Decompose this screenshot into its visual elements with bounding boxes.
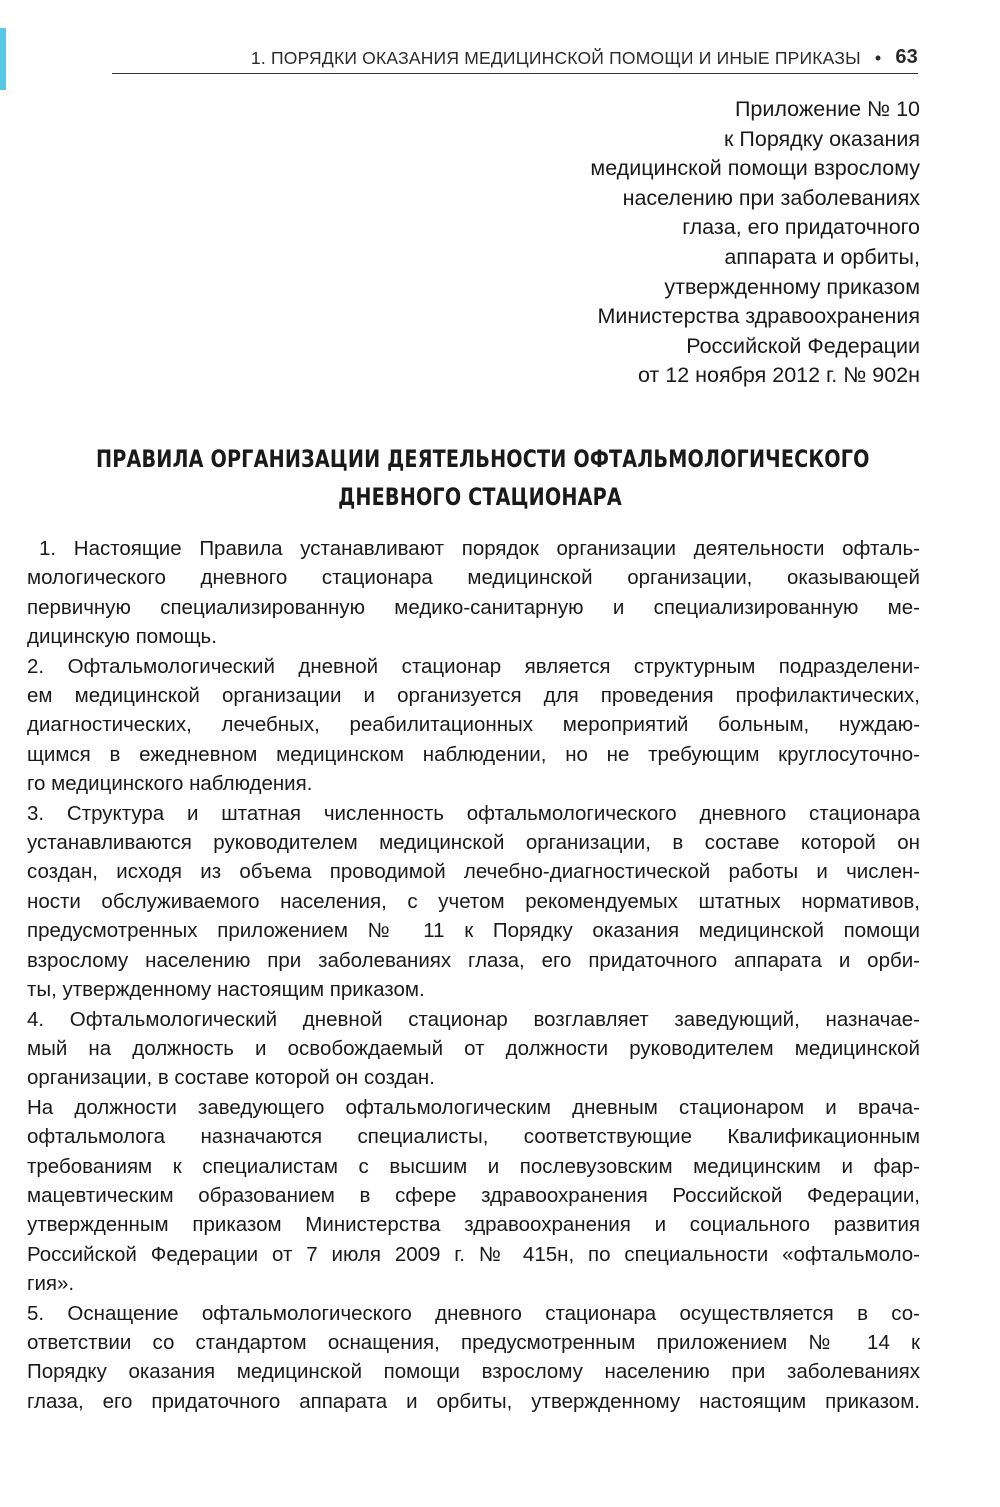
page-number: 63: [895, 46, 918, 68]
body-text: [27, 534, 920, 1416]
title-line-2: ДНЕВНОГО СТАЦИОНАРА: [338, 483, 622, 511]
text-line: го медицинского наблюдения.: [27, 772, 313, 796]
text-line: 4. Офтальмологический дневной стационар возглавляет заведующий, назначае-: [27, 1007, 920, 1031]
text-line: ответствии со стандартом оснащения, предусмотренным приложением № 14 к: [27, 1330, 920, 1354]
text-line: ности обслуживаемого населения, с учетом рекомендуемых штатных нормативов,: [27, 889, 920, 913]
text-line: мацевтическим образованием в сфере здравоохранения Российской Федерации,: [27, 1183, 920, 1207]
section-title: 1. ПОРЯДКИ ОКАЗАНИЯ МЕДИЦИНСКОЙ ПОМОЩИ И ИНЫЕ ПРИКАЗЫ: [250, 48, 861, 68]
text-line: дицинскую помощь.: [27, 625, 217, 649]
text-line: 3. Структура и штатная численность офтальмологического дневного стационара: [27, 801, 920, 825]
document-title: [96, 440, 870, 516]
text-line: создан, исходя из объема проводимой лечебно-диагностической работы и числен-: [27, 860, 920, 884]
page-edge-marker: [0, 28, 6, 90]
paragraph-3: [27, 799, 920, 1005]
text-line: мологического дневного стационара медицинской организации, оказывающей: [27, 566, 920, 590]
text-line: 5. Оснащение офтальмологического дневного стационара осуществляется в со-: [27, 1301, 920, 1325]
running-header: [112, 40, 918, 74]
appendix-line: к Порядку оказания: [724, 126, 920, 151]
title-line-1: ПРАВИЛА ОРГАНИЗАЦИИ ДЕЯТЕЛЬНОСТИ ОФТАЛЬМОЛОГИЧЕСКОГО: [96, 445, 870, 473]
appendix-line: медицинской помощи взрослому: [590, 156, 920, 181]
text-line: требованиям к специалистам с высшим и послевузовским медицинским и фар-: [27, 1154, 920, 1178]
appendix-line: Приложение № 10: [734, 97, 920, 121]
appendix-reference: [590, 95, 920, 391]
appendix-line: Министерства здравоохранения: [597, 304, 920, 329]
text-line: Российской Федерации от 7 июля 2009 г. № 415н, по специальности «офтальмоло-: [27, 1242, 920, 1266]
appendix-line: населению при заболеваниях: [622, 185, 920, 210]
paragraph-1: [27, 534, 920, 652]
text-line: На должности заведующего офтальмологическим дневным стационаром и врача-: [27, 1095, 920, 1119]
text-line: 2. Офтальмологический дневной стационар является структурным подразделени-: [27, 654, 920, 678]
text-line: устанавливаются руководителем медицинской организации, в составе которой он: [27, 831, 920, 855]
bullet-separator: •: [874, 48, 882, 68]
paragraph-4-continued: [27, 1093, 920, 1299]
text-line: Порядку оказания медицинской помощи взрослому населению при заболеваниях: [27, 1360, 920, 1384]
text-line: взрослому населению при заболеваниях глаза, его придаточного аппарата и орби-: [27, 948, 920, 972]
appendix-line: Российской Федерации: [686, 333, 920, 358]
paragraph-5: [27, 1299, 920, 1417]
text-line: офтальмолога назначаются специалисты, соответствующие Квалификационным: [27, 1125, 920, 1149]
text-line: щимся в ежедневном медицинском наблюдении, но не требующим круглосуточно-: [27, 742, 920, 766]
appendix-line: глаза, его придаточного: [682, 215, 920, 240]
appendix-line: утвержденному приказом: [664, 274, 920, 299]
paragraph-2: [27, 652, 920, 799]
text-line: 1. Настоящие Правила устанавливают порядок организации деятельности офталь-: [39, 537, 920, 560]
text-line: глаза, его придаточного аппарата и орбиты, утвержденному настоящим приказом.: [27, 1389, 920, 1413]
text-line: гия».: [27, 1272, 75, 1296]
text-line: предусмотренных приложением № 11 к Порядку оказания медицинской помощи: [27, 919, 920, 943]
appendix-line: от 12 ноября 2012 г. № 902н: [637, 363, 920, 388]
text-line: утвержденным приказом Министерства здравоохранения и социального развития: [27, 1213, 920, 1237]
text-line: организации, в составе которой он создан.: [27, 1066, 435, 1090]
text-line: диагностических, лечебных, реабилитационных мероприятий больным, нуждаю-: [27, 713, 920, 737]
appendix-line: аппарата и орбиты,: [724, 244, 920, 269]
text-line: первичную специализированную медико-санитарную и специализированную ме-: [27, 595, 920, 619]
text-line: мый на должность и освобождаемый от должности руководителем медицинской: [27, 1036, 920, 1060]
text-line: ем медицинской организации и организуется для проведения профилактических,: [27, 684, 920, 708]
paragraph-4: [27, 1005, 920, 1093]
text-line: ты, утвержденному настоящим приказом.: [27, 978, 425, 1002]
